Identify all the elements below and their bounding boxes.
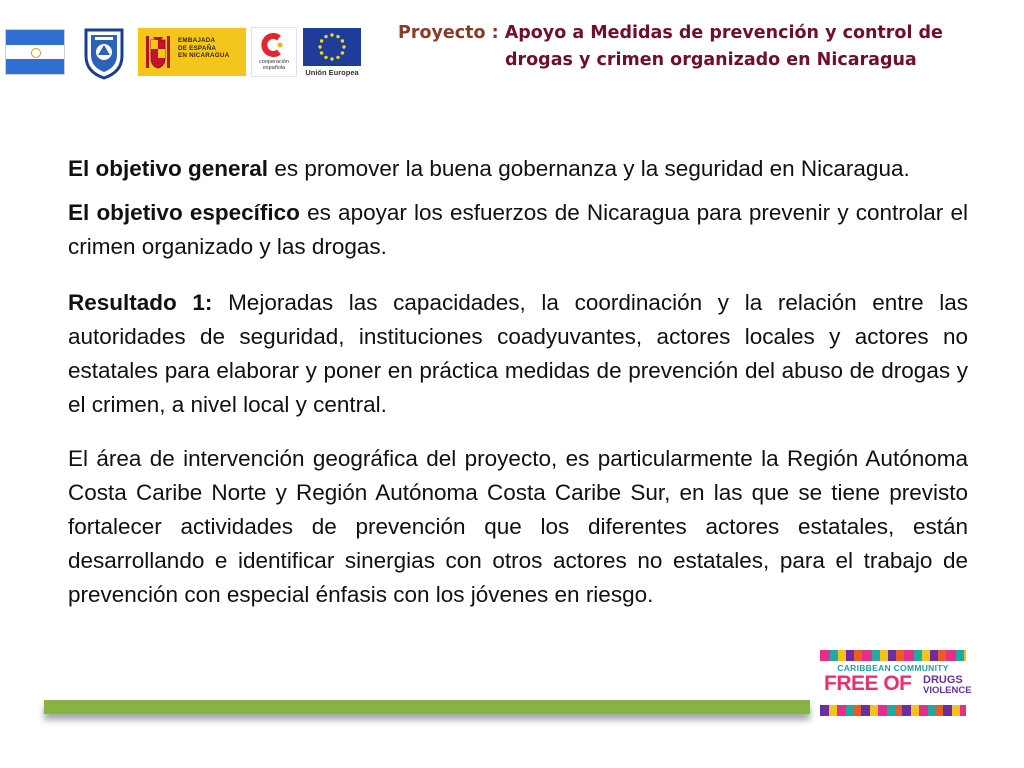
- objetivo-especifico-label: El objetivo específico: [68, 200, 300, 225]
- cooperacion-line1: cooperación: [259, 59, 289, 65]
- objetivo-general-label: El objetivo general: [68, 156, 269, 181]
- paragraph-area-intervencion: El área de intervención geográfica del proyecto, es particularmente la Región Autónoma Costa Caribe Norte y Región Autónoma Costa Caribe Sur, en las que se tiene previsto fortalecer actividades de prevención que los diferentes actores estatales, están desarrollando e identificar sinergias con otros actores no estatales, para el trabajo de prevención con especial énfasis con los jóvenes en riesgo.: [68, 446, 968, 607]
- badge-line1: CARIBBEAN COMMUNITY: [837, 663, 949, 673]
- embajada-line2: DE ESPAÑA: [178, 44, 217, 52]
- objetivo-especifico-text: es apoyar los esfuerzos de Nicaragua para prevenir y controlar el crimen organizado y las drogas.: [68, 200, 968, 259]
- eu-label: Unión Europea: [305, 68, 359, 77]
- caribbean-community-badge: [820, 650, 972, 716]
- policia-nacional-shield-icon: [82, 26, 126, 80]
- paragraph-objetivo-especifico: [68, 196, 968, 264]
- footer-divider: [44, 700, 810, 714]
- title-line1: Apoyo a Medidas de prevención y control de: [504, 23, 943, 43]
- cooperacion-espanola-logo: [252, 28, 296, 76]
- badge-line2: FREE OF: [824, 672, 912, 695]
- title-prefix: Proyecto :: [398, 23, 499, 43]
- eu-flag-icon: [303, 28, 361, 66]
- page-title: [398, 20, 998, 74]
- nicaragua-flag-icon: [6, 30, 64, 74]
- title-line2: drogas y crimen organizado en Nicaragua: [505, 50, 917, 70]
- embajada-line3: EN NICARAGUA: [178, 52, 230, 59]
- union-europea-logo: [300, 28, 364, 78]
- badge-line4: VIOLENCE: [923, 685, 972, 696]
- badge-line3: DRUGS: [923, 674, 963, 686]
- objetivo-general-text: es promover la buena gobernanza y la seguridad en Nicaragua.: [268, 156, 910, 181]
- embajada-espana-logo: [138, 28, 246, 76]
- cooperacion-line2: española: [262, 65, 286, 72]
- content-body: [68, 152, 968, 612]
- paragraph-objetivo-general: [68, 152, 968, 186]
- embajada-line1: EMBAJADA: [178, 37, 216, 44]
- resultado-1-text: Mejoradas las capacidades, la coordinación y la relación entre las autoridades de seguridad, instituciones coadyuvantes, actores locales y actores no estatales para elaborar y poner en práctica medidas de prevención del abuso de drogas y el crimen, a nivel local y central.: [68, 290, 968, 417]
- paragraph-resultado-1: [68, 286, 968, 422]
- resultado-1-label: Resultado 1:: [68, 290, 213, 315]
